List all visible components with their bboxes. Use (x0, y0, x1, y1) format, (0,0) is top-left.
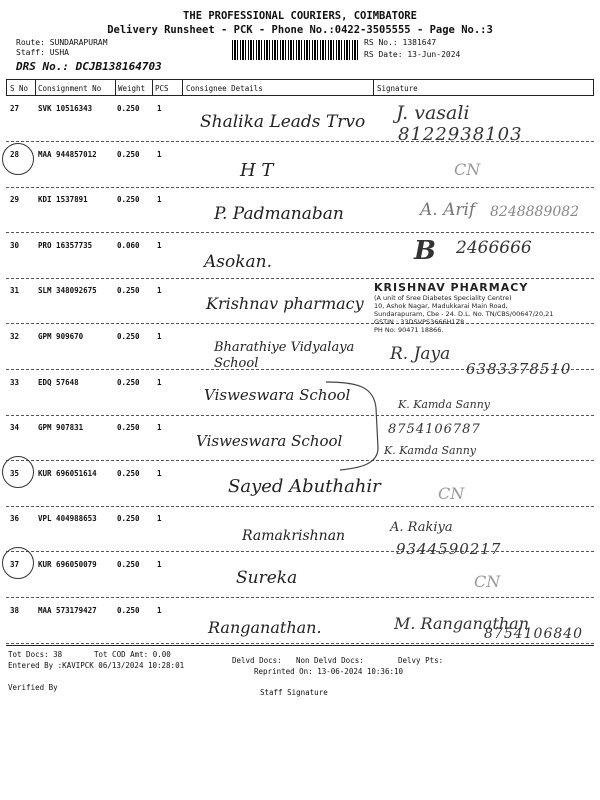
row-pcs: 1 (157, 332, 162, 341)
row-weight: 0.250 (117, 560, 140, 569)
row-consignment-no: MAA 944857012 (38, 149, 97, 159)
signature-handwriting: B (414, 236, 436, 266)
row-consignment-no: KDI 1537891 (38, 195, 88, 205)
stamp-line: PH No: 90471 18866. (374, 326, 444, 334)
row-sno: 38 (10, 605, 20, 615)
phone-handwriting: 8122938103 (398, 124, 523, 145)
consignee-handwriting: Ramakrishnan (242, 528, 346, 544)
consignee-handwriting: P. Padmanaban (214, 204, 344, 224)
delivery-points: Delvy Pts: (398, 656, 444, 665)
non-delivered-docs: Non Delvd Docs: (296, 656, 364, 665)
row-sno: 31 (10, 286, 20, 296)
row-sno: 28 (10, 149, 20, 159)
phone-handwriting: 2466666 (456, 238, 532, 258)
row-pcs: 1 (157, 514, 162, 524)
stamp-line: Sundarapuram, Cbe - 24. D.L. No. TN/CBS/00647/20,21 (374, 310, 554, 318)
row-weight: 0.250 (117, 104, 140, 113)
col-divider (182, 80, 183, 95)
phone-handwriting: 8248889082 (490, 204, 580, 220)
stamp-line: GSTIN : 33DSVPS3666H1Z8 (374, 318, 465, 326)
consignee-handwriting: Shalika Leads Trvo (200, 112, 366, 132)
row-consignment-no: KUR 696051614 (38, 468, 97, 478)
circle-mark (2, 456, 34, 488)
col-divider (6, 80, 7, 95)
consignee-handwriting: Krishnav pharmacy (206, 294, 364, 313)
phone-handwriting: 6383378510 (466, 360, 572, 378)
row-consignment-no: KUR 696050079 (38, 560, 97, 569)
row-weight: 0.250 (117, 149, 140, 159)
signature-handwriting: A. Rakiya (390, 520, 453, 535)
runsheet-subtitle: Delivery Runsheet - PCK - Phone No.:0422-3505555 - Page No.:3 (107, 24, 493, 36)
col-consignee: Consignee Details (186, 84, 263, 93)
table-header-rule (6, 95, 594, 96)
row-consignment-no: SVK 10516343 (38, 104, 93, 113)
row-weight: 0.250 (117, 286, 140, 296)
verified-by: Verified By (8, 683, 58, 692)
row-weight: 0.250 (117, 605, 140, 615)
barcode (232, 40, 360, 60)
staff-signature: Staff Signature (260, 688, 328, 697)
row-pcs: 1 (157, 104, 162, 113)
stamp-name: KRISHNAV PHARMACY (374, 281, 529, 294)
entered-by: Entered By :KAVIPCK 06/13/2024 10:28:01 (8, 661, 185, 670)
col-signature: Signature (377, 84, 418, 93)
row-weight: 0.060 (117, 240, 140, 250)
signature-handwriting: R. Jaya (390, 344, 451, 364)
row-sno: 34 (10, 423, 20, 433)
row-consignment-no: GPM 909670 (38, 332, 84, 341)
row-weight: 0.250 (117, 468, 140, 478)
row-pcs: 1 (157, 377, 162, 387)
signature-handwriting: CN (438, 484, 465, 503)
signature-handwriting: J. vasali (396, 102, 470, 124)
row-sno: 27 (10, 104, 20, 113)
total-cod: Tot COD Amt: 0.00 (94, 650, 171, 659)
consignee-handwriting: H T (240, 160, 274, 181)
row-sno: 32 (10, 332, 20, 341)
row-weight: 0.250 (117, 514, 140, 524)
col-divider (115, 80, 116, 95)
row-sno: 37 (10, 560, 20, 569)
row-weight: 0.250 (117, 423, 140, 433)
consignee-handwriting: Ranganathan. (208, 618, 322, 637)
col-pcs: PCS (155, 84, 169, 93)
row-pcs: 1 (157, 423, 162, 433)
row-pcs: 1 (157, 149, 162, 159)
consignee-handwriting: Visweswara School (196, 432, 343, 450)
signature-handwriting: K. Kamda Sanny (398, 398, 490, 411)
row-divider (6, 643, 594, 644)
rs-number: RS No.: 1381647 (364, 38, 437, 47)
row-pcs: 1 (157, 286, 162, 296)
signature-handwriting: A. Arif (420, 200, 476, 220)
consignee-handwriting: Asokan. (204, 252, 273, 272)
table-row (0, 143, 600, 189)
row-sno: 36 (10, 514, 20, 524)
col-divider (373, 80, 374, 95)
row-pcs: 1 (157, 195, 162, 205)
bracket-mark (320, 378, 390, 474)
row-weight: 0.250 (117, 332, 140, 341)
col-consignment: Consignment No (38, 84, 102, 93)
stamp-line: 10, Ashok Nagar, Madukkarai Main Road, (374, 302, 508, 310)
signature-handwriting: CN (474, 572, 501, 591)
footer-rule (6, 645, 594, 646)
row-sno: 30 (10, 240, 20, 250)
signature-handwriting: CN (454, 160, 481, 179)
circle-mark (2, 547, 34, 579)
consignee-handwriting: Visweswara School (204, 386, 351, 404)
reprinted-on: Reprinted On: 13-06-2024 10:36:10 (254, 667, 404, 676)
consignee-handwriting: Sureka (236, 568, 298, 588)
row-sno: 35 (10, 468, 20, 478)
row-sno: 29 (10, 195, 20, 205)
row-pcs: 1 (157, 605, 162, 615)
staff-label: Staff: USHA (16, 48, 69, 57)
table-top-rule (6, 79, 594, 80)
phone-handwriting: 9344590217 (396, 540, 502, 558)
row-weight: 0.250 (117, 377, 140, 387)
row-consignment-no: MAA 573179427 (38, 605, 97, 615)
col-sno: S No (10, 84, 29, 93)
phone-handwriting: 8754106840 (484, 626, 584, 642)
row-consignment-no: SLM 348092675 (38, 286, 97, 296)
col-divider (35, 80, 36, 95)
consignee-handwriting: Sayed Abuthahir (228, 476, 381, 497)
col-divider (152, 80, 153, 95)
stamp-line: (A unit of Sree Diabetes Speciality Centre) (374, 294, 512, 302)
row-sno: 33 (10, 377, 20, 387)
company-title: THE PROFESSIONAL COURIERS, COIMBATORE (183, 10, 417, 22)
col-weight: Weight (118, 84, 146, 93)
row-weight: 0.250 (117, 195, 140, 205)
row-pcs: 1 (157, 240, 162, 250)
drs-number: DRS No.: DCJB138164703 (16, 60, 162, 73)
col-divider (593, 80, 594, 95)
delivered-docs: Delvd Docs: (232, 656, 282, 665)
table-row (0, 553, 600, 599)
rs-date: RS Date: 13-Jun-2024 (364, 50, 461, 59)
row-consignment-no: PRO 16357735 (38, 240, 93, 250)
consignee-handwriting: Bharathiye Vidyalaya School (214, 340, 355, 371)
row-pcs: 1 (157, 560, 162, 569)
route-label: Route: SUNDARAPURAM (16, 38, 108, 47)
row-pcs: 1 (157, 468, 162, 478)
row-consignment-no: GPM 907831 (38, 423, 84, 433)
signature-handwriting: M. Ranganathan (394, 614, 530, 633)
total-docs: Tot Docs: 38 (8, 650, 63, 659)
phone-handwriting: 8754106787 (388, 422, 481, 437)
circle-mark (2, 143, 34, 175)
signature-handwriting: K. Kamda Sanny (384, 444, 476, 457)
row-consignment-no: EDQ 57648 (38, 377, 79, 387)
row-consignment-no: VPL 404988653 (38, 514, 97, 524)
pharmacy-stamp (374, 281, 584, 337)
